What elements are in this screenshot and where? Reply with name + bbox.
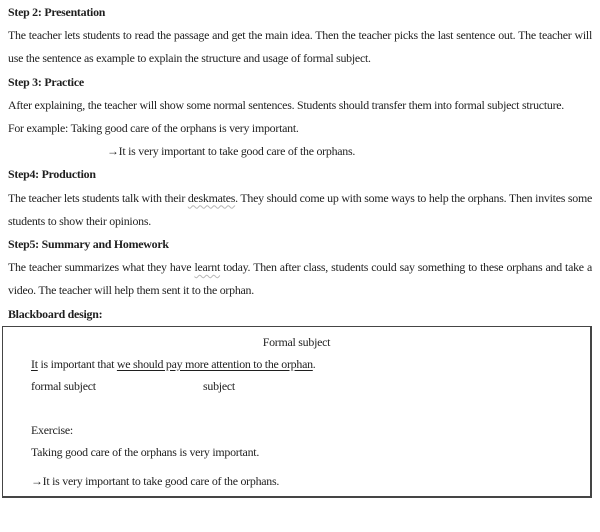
blackboard-title: Formal subject [262, 334, 331, 349]
blackboard-example-sentence [31, 353, 562, 375]
blackboard-design-heading: Blackboard design: [8, 306, 103, 321]
step4-text-2: . They should come up with some ways to help the orphans. Then invites some students to show their opinions. [8, 190, 592, 228]
exercise-answer: →It is very important to take good care of the orphans. [31, 473, 280, 488]
sentence-middle: is important that [37, 356, 117, 371]
exercise-sentence: Taking good care of the orphans is very important. [31, 444, 260, 459]
spellcheck-word-learnt: learnt [194, 260, 221, 275]
spellcheck-word-deskmates: deskmates [187, 190, 236, 205]
step5-text-2: today. Then after class, students could say something to these orphans and take a video. The teacher will help them sent it to the orphan. [8, 260, 592, 298]
exercise-heading: Exercise: [31, 422, 73, 437]
label-formal-subject: formal subject [31, 378, 96, 393]
step4-heading: Step4: Production [8, 167, 96, 182]
sentence-period: . [312, 356, 316, 371]
step3-answer-line: →It is very important to take good care of the orphans. [107, 144, 356, 159]
formal-subject-word: It [31, 356, 38, 371]
blank-line [31, 397, 562, 419]
step5-text-1: The teacher summarizes what they have [8, 260, 195, 275]
step3-paragraph: After explaining, the teacher will show some normal sentences. Students should transfer them into formal subject structure. [8, 97, 565, 112]
step5-paragraph [8, 256, 592, 302]
blackboard-design-box [2, 326, 592, 498]
step5-heading: Step5: Summary and Homework [8, 237, 169, 252]
blackboard-labels-row [31, 375, 562, 397]
label-subject: subject [203, 378, 235, 393]
subject-clause: we should pay more attention to the orphan [116, 356, 313, 371]
step2-paragraph: The teacher lets students to read the passage and get the main idea. Then the teacher picks the last sentence out. The teacher will use the sentence as example to explain the structure and usage of formal subject. [8, 28, 592, 66]
step2-heading: Step 2: Presentation [8, 5, 106, 19]
step3-example-line: For example: Taking good care of the orphans is very important. [8, 121, 299, 136]
step4-text-1: The teacher lets students talk with their [8, 190, 188, 205]
step4-paragraph [8, 187, 592, 233]
step3-heading: Step 3: Practice [8, 74, 84, 89]
